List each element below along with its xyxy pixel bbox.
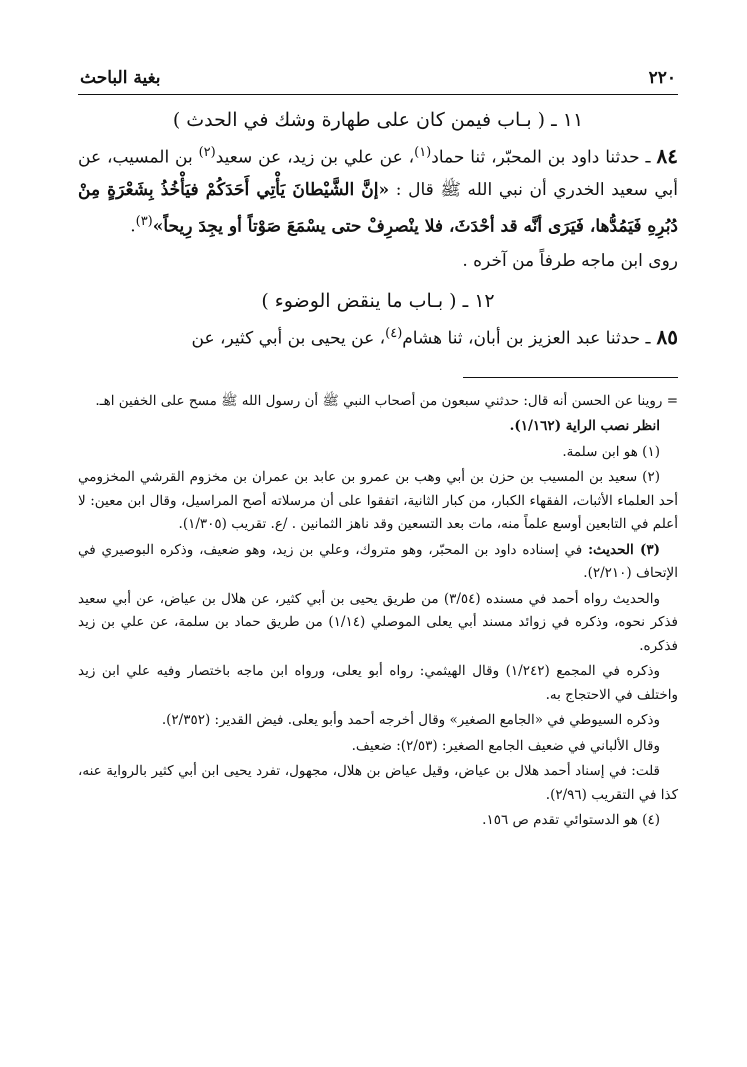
footnote-4: (٤) هو الدستوائي تقدم ص ١٥٦. <box>482 812 660 829</box>
footnote-ref-1: (١) <box>414 145 432 160</box>
footnote-continuation: = روينا عن الحسن أنه قال: حدثني سبعون من أصحاب النبي ﷺ أن رسول الله ﷺ مسح على الخفين اهـ. <box>95 392 678 409</box>
footnote-1: (١) هو ابن سلمة. <box>562 443 660 460</box>
hadith-84-intro: ـ حدثنا داود بن المحبّر، ثنا حماد <box>431 147 651 168</box>
footnote-3-para-6: قلت: في إسناد أحمد هلال بن عياض، وقيل عياض بن هلال، مجهول، تفرد يحيى ابن أبي كثير بالرواية عنه، كذا في التقريب (٢/٩٦). <box>78 763 678 803</box>
footnote-3-text: في إسناده داود بن المحبّر، وهو متروك، وعلي بن زيد، وهو ضعيف، وذكره البوصيري في الإتحاف (٢/٢١٠). <box>78 541 678 582</box>
hadith-84-number: ٨٤ <box>656 143 679 168</box>
hadith-84-part3: بن المسيب، عن أبي سعيد الخدري أن نبي الله ﷺ قال : <box>78 147 678 200</box>
ibn-majah-note: روى ابن ماجه طرفاً من آخره . <box>462 251 678 272</box>
section-11-title: ١١ ـ ( بـاب فيمن كان على طهارة وشك في الحدث ) <box>172 109 584 131</box>
book-title: بغية الباحث <box>80 68 161 88</box>
footnote-2: (٢) سعيد بن المسيب بن حزن بن أبي وهب بن عمرو بن عابد بن عمران بن مخزوم القرشي المخزومي أحد العلماء الأثبات، الفقهاء الكبار، من كبار الثانية، اتفقوا على أن مرسلاته أصح المراسيل، وقال ابن معين: لا أعلم في التابعين أوسع علماً منه، مات بعد التسعين وقد ناهز الثمانين . /ع. تقريب (١/٣٠٥). <box>78 469 678 533</box>
hadith-85-number: ٨٥ <box>656 324 678 349</box>
footnote-3-label: (٣) الحديث: <box>588 541 661 558</box>
footnote-3-para-3: وذكره في المجمع (١/٢٤٢) وقال الهيثمي: رواه أبو يعلى، ورواه ابن ماجه باختصار وفيه علي ابن زيد واختلف في الاحتجاج به. <box>78 663 678 703</box>
hadith-85-text2: ، عن يحيى بن أبي كثير، عن <box>191 328 386 349</box>
hadith-85 <box>78 318 678 355</box>
hadith-84 <box>78 137 678 242</box>
hadith-85-text: ـ حدثنا عبد العزيز بن أبان، ثنا هشام <box>402 328 651 349</box>
footnote-3-para-2: والحديث رواه أحمد في مسنده (٣/٥٤) من طريق يحيى بن أبي كثير، عن هلال بن عياض، عن أبي سعيد فذكر نحوه، وذكره في زوائد مسند أبي يعلى الموصلي (١/١٤) من طريق حماد بن سلمة، عن علي بن زيد فذكره. <box>78 590 678 654</box>
footnote-ref-4: (٤) <box>385 326 403 342</box>
footnote-ref-3: (٣) <box>135 213 153 229</box>
footnote-3-para-4: وذكره السيوطي في «الجامع الصغير» وقال أخرجه أحمد وأبو يعلى. فيض القدير: (٢/٣٥٢). <box>161 712 660 729</box>
page-header <box>78 68 678 95</box>
footnote-continuation-ref: انظر نصب الراية (١/١٦٢). <box>509 418 660 435</box>
section-12-title: ١٢ ـ ( بـاب ما ينقض الوضوء ) <box>261 290 495 313</box>
footnote-3-para-5: وقال الألباني في ضعيف الجامع الصغير: (٢/٥٣): ضعيف. <box>351 737 660 754</box>
book-page <box>78 68 678 835</box>
hadith-84-part2: ، عن علي بن زيد، عن سعيد <box>215 147 415 168</box>
footnote-ref-2: (٢) <box>198 145 216 160</box>
footnotes <box>78 390 678 833</box>
hadith-84-end: . <box>130 216 136 237</box>
page-number: ٢٢٠ <box>648 68 676 88</box>
footnote-3 <box>78 539 678 586</box>
footnote-divider <box>463 377 678 378</box>
hadith-84-quote: «إنَّ الشَّيْطانَ يَأْتِي أَحَدَكُمْ فيَأْخُذُ بِشَعْرَةٍ مِنْ دُبُرِهِ فَيَمُدُّها، فَيَرَى أنَّه قد أحْدَثَ، فلا ينْصرِفْ حتى يسْمَعَ صَوْتاً أو يجِدَ رِيحاً» <box>78 179 678 237</box>
